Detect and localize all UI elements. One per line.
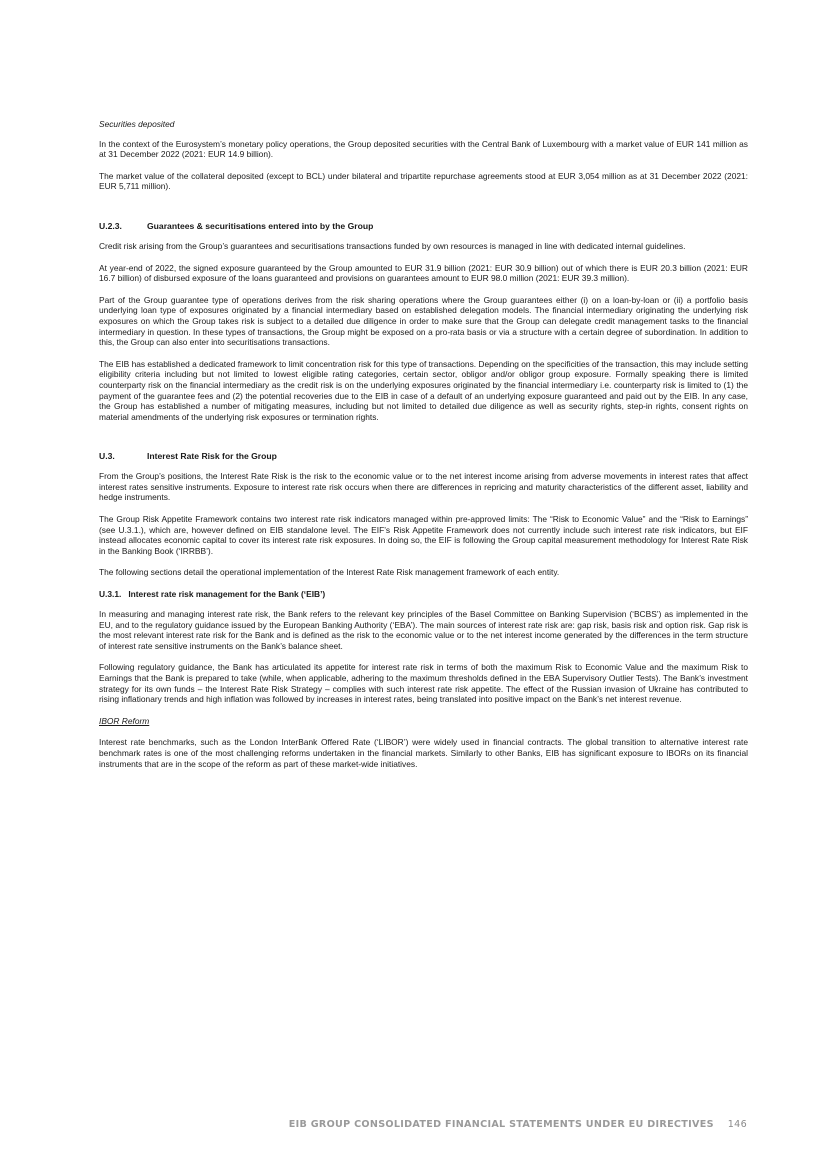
securities-deposited-title: Securities deposited xyxy=(99,119,175,129)
footer-title: EIB GROUP CONSOLIDATED FINANCIAL STATEMENTS UNDER EU DIRECTIVES xyxy=(288,1119,714,1130)
paragraph: The following sections detail the operational implementation of the Interest Rate Risk management framework of each entity. xyxy=(99,567,560,578)
paragraph: At year-end of 2022, the signed exposure guaranteed by the Group amounted to EUR 31.9 billion (2021: EUR 30.9 billion) out of which there is EUR 20.3 billion (2021: EUR 16.7 billion) of disbursed exposure of the loans guaranteed and provisions on guarantees amount to EUR 98.0 million (2021: EUR 39.3 million). xyxy=(99,262,748,284)
document-body xyxy=(99,119,748,769)
section-heading-u3: U.3. Interest Rate Risk for the Group xyxy=(99,451,277,462)
page-number: 146 xyxy=(727,1119,747,1130)
paragraph: From the Group’s positions, the Interest Rate Risk is the risk to the economic value or to the net interest income arising from adverse movements in interest rates that affect interest rates sensitive instruments. Exposure to interest rate risk occurs when there are differences in repricing and maturity characteristics of the different asset, liability and hedge instruments. xyxy=(99,471,748,503)
subsection-heading-u31: U.3.1. Interest rate risk management for the Bank (‘EIB’) xyxy=(99,589,326,600)
paragraph: In measuring and managing interest rate risk, the Bank refers to the relevant key principles of the Basel Committee on Banking Supervision (‘BCBS’) as implemented in the EU, and to the regulatory guidance issued by the European Banking Authority (‘EBA’). The main sources of interest rate risk are: gap risk, basis risk and option risk. Gap risk is the most relevant interest rate risk for the Bank and is defined as the risk to the economic value or to the net interest income generated by the differences in the term structure of interest rate sensitive instruments on the Bank’s balance sheet. xyxy=(99,609,748,651)
paragraph: Following regulatory guidance, the Bank has articulated its appetite for interest rate risk in terms of both the maximum Risk to Economic Value and the maximum Risk to Earnings that the Bank is prepared to take (while, when applicable, adhering to the maximum thresholds defined in the EBA Supervisory Outlier Tests). The Bank’s investment strategy for its own funds – the Interest Rate Risk Strategy – complies with such interest rate risk appetite. The effect of the Russian invasion of Ukraine has contributed to rising inflationary trends and high inflation was followed by increases in interest rates, being translated into positive impact on the Bank’s net interest revenue. xyxy=(99,662,748,705)
paragraph: Credit risk arising from the Group’s guarantees and securitisations transactions funded by own resources is managed in line with dedicated internal guidelines. xyxy=(99,240,686,251)
paragraph: The Group Risk Appetite Framework contains two interest rate risk indicators managed within pre-approved limits: The “Risk to Economic Value” and the “Risk to Earnings” (see U.3.1.), which are, however defined on EIB standalone level. The EIF’s Risk Appetite Framework does not currently include such interest rate risk indicators, but EIF instead allocates economic capital to cover its interest rate risk exposures. In doing so, the EIF is following the Group capital measurement methodology for Interest Rate Risk in the Banking Book (‘IRRBB’). xyxy=(99,514,748,556)
paragraph: Interest rate benchmarks, such as the London InterBank Offered Rate (‘LIBOR’) were widely used in financial contracts. The global transition to alternative interest rate benchmark rates is one of the most challenging reforms undertaken in the financial markets. Similarly to other Banks, EIB has significant exposure to IBORs on its financial instruments that are in the scope of the reform as part of these market-wide initiatives. xyxy=(99,737,748,769)
paragraph: The EIB has established a dedicated framework to limit concentration risk for this type of transactions. Depending on the specificities of the transaction, this may include setting eligibility criteria including but not limited to lowest eligible rating categories, certain sector, obligor and/or obligor group exposure. Formally speaking there is limited counterparty risk on the financial intermediary as the credit risk is on the underlying exposures originated by the financial intermediary i.e. counterparty risk is limited to (1) the payment of the guarantee fees and (2) the potential recoveries due to the EIB in case of a default of an underlying exposure guaranteed and paid out by the EIB. In any case, the Group has established a number of mitigating measures, including but not limited to detailed due diligence as well as security rights, step-in rights, consent rights on material amendments of the underlying risk exposures or termination rights. xyxy=(99,358,748,422)
section-heading-u223: U.2.3. Guarantees & securitisations entered into by the Group xyxy=(99,220,374,231)
ibor-reform-title: IBOR Reform xyxy=(99,715,150,726)
paragraph: In the context of the Eurosystem’s monetary policy operations, the Group deposited securities with the Central Bank of Luxembourg with a market value of EUR 141 million as at 31 December 2022 (2021: EUR 14.9 billion). xyxy=(99,138,748,160)
page-footer xyxy=(289,1119,747,1130)
paragraph: Part of the Group guarantee type of operations derives from the risk sharing operations where the Group guarantees either (i) on a loan-by-loan or (ii) a portfolio basis underlying loan type of exposures originated by a financial intermediary based on established delegation models. The financial intermediary originating the underlying risk exposures on which the Group takes risk is subject to a detailed due diligence in order to make sure that the Group can delegate credit management tasks to the financial intermediary in question. In these types of transactions, the Group might be exposed on a pro-rata basis or via a structure with a certain degree of subordination. In addition to this, the Group can also enter into securitisations transactions. xyxy=(99,294,748,348)
paragraph: The market value of the collateral deposited (except to BCL) under bilateral and tripartite repurchase agreements stood at EUR 3,054 million as at 31 December 2022 (2021: EUR 5,711 million). xyxy=(99,170,748,192)
